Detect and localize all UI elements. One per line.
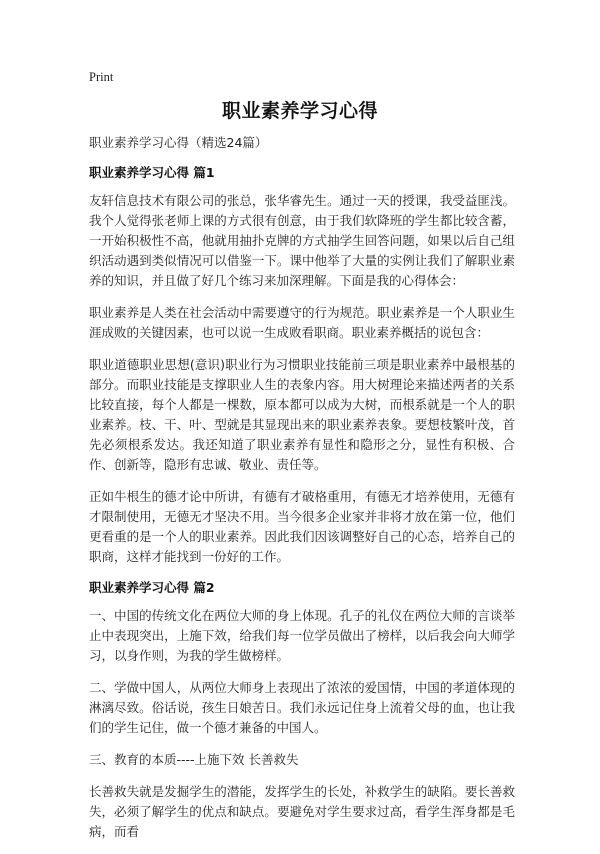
paragraph: 二、学做中国人，从两位大师身上表现出了浓浓的爱国情，中国的孝道体现的淋漓尽致。俗话说，孩生日娘苦日。我们永远记住身上流着父母的血，也让我们的学生记住，做一个德才兼备的中国人。	[89, 680, 515, 735]
document-body	[89, 134, 515, 854]
section-heading: 职业素养学习心得 篇2	[89, 580, 215, 595]
paragraph: 长善救失就是发掘学生的潜能，发挥学生的长处，补救学生的缺陷。要长善救失，必须了解学生的优点和缺点。要避免对学生要求过高，看学生浑身都是毛病，而看	[89, 784, 515, 839]
page-title: 职业素养学习心得	[221, 100, 378, 122]
section-1	[89, 164, 515, 567]
section-heading: 职业素养学习心得 篇1	[89, 165, 215, 180]
paragraph: 友轩信息技术有限公司的张总，张华睿先生。通过一天的授课，我受益匪浅。我个人觉得张老师上课的方式很有创意，由于我们软降班的学生都比较含蓄，一开始积极性不高，他就用抽扑克牌的方式抽学生回答问题，如果以后自己组织活动遇到类似情况可以借鉴一下。课中他举了大量的实例让我们了解职业素养的知识，并且做了好几个练习来加深理解。下面是我的心得体会：	[89, 193, 515, 288]
paragraph: 职业素养是人类在社会活动中需要遵守的行为规范。职业素养是一个人职业生涯成败的关键因素，也可以说一生成败看职商。职业素养概括的说包含：	[89, 305, 515, 340]
paragraph: 正如牛根生的德才论中所讲，有德有才破格重用，有德无才培养使用，无德有才限制使用，无德无才坚决不用。当今很多企业家并非将才放在第一位，他们更看重的是一个人的职业素养。因此我们因该调整好自己的心态，培养自己的职商，这样才能找到一份好的工作。	[89, 489, 515, 564]
paragraph: 一、中国的传统文化在两位大师的身上体现。孔子的礼仪在两位大师的言谈举止中表现突出，上施下效，给我们每一位学员做出了榜样，以后我会向大师学习，以身作则，为我的学生做榜样。	[89, 608, 515, 663]
section-2	[89, 579, 515, 842]
document-subtitle: 职业素养学习心得（精选24篇）	[89, 135, 268, 150]
paragraph: 三、教育的本质----上施下效 长善救失	[89, 752, 299, 767]
print-link[interactable]: Print	[89, 70, 114, 84]
paragraph: 职业道德职业思想(意识)职业行为习惯职业技能前三项是职业素养中最根基的部分。而职业技能是支撑职业人生的表象内容。用大树理论来描述两者的关系比较直接，每个人都是一棵数，原本都可以成为大树，而根系就是一个人的职业素养。枝、干、叶、型就是其显现出来的职业素养表象。要想枝繁叶茂，首先必须根系发达。我还知道了职业素养有显性和隐形之分，显性有积极、合作、创新等，隐形有忠诚、敬业、责任等。	[89, 357, 515, 472]
